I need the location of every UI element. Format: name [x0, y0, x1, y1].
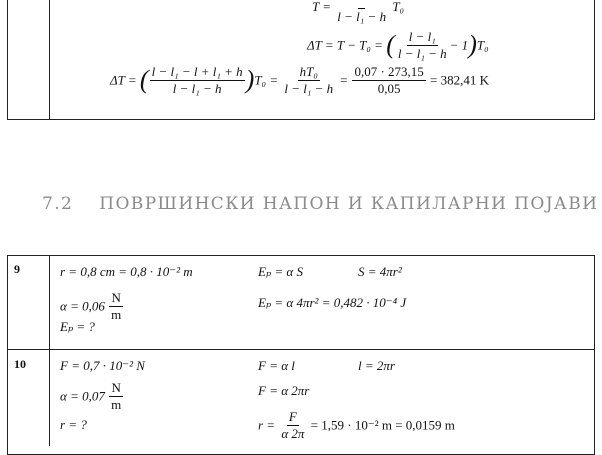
problems-row-separator: [8, 349, 594, 350]
solution-radius-result: r = $\frac{F}{\alpha 2\pi}$ = 1,59 · 10⁻² m = 0,0159 m: [258, 409, 455, 441]
solution-length-formula: l = 2πr: [358, 358, 395, 373]
formula-delta-t-definition: ΔT = T − T₀ = ( $\frac{\text{l − l₁}}{\text{l − l₁ − h}}$ − 1)T₀: [307, 29, 489, 61]
given-force: F = 0,7 · 10⁻² N: [60, 358, 145, 373]
solution-area-formula: S = 4πr²: [358, 264, 402, 279]
solution-energy-formula: Eₚ = α S: [258, 264, 303, 279]
problem-number: 9: [14, 262, 20, 276]
problem-number: 10: [14, 357, 26, 371]
unknown-quantity: Eₚ = ?: [60, 319, 95, 334]
unknown-quantity: r = ?: [60, 417, 87, 432]
section-title-text: ПОВРШИНСКИ НАПОН И КАПИЛАРНИ ПОЈАВИ: [99, 194, 599, 214]
solution-force-formula: F = α l: [258, 358, 295, 373]
problems-table-column-divider: [49, 256, 50, 446]
given-radius: r = 0,8 cm = 0,8 · 10⁻² m: [60, 264, 193, 279]
solution-force-substituted: F = α 2πr: [258, 383, 310, 398]
formula-delta-t-result: ΔT = ( $\frac{\text{l − l₁ − l + l₁ + h}}{\text{l − l₁ − h}}$ )T₀ = $\frac{\text{hT₀}}{\text{l − l₁ − h}}$ = $\frac{0,07 \cdot 273,15}{0,05}$ = 382,41 K: [110, 64, 490, 96]
section-number: 7.2: [42, 194, 74, 214]
given-surface-tension: α = 0,07 $\frac{N}{m}$: [60, 380, 122, 412]
top-table-column-divider: [49, 0, 50, 120]
given-surface-tension: α = 0,06 $\frac{N}{m}$: [60, 290, 122, 322]
top-table: [7, 0, 595, 120]
formula-t-expression: T = l − l₁ − h T₀: [312, 0, 404, 23]
solution-energy-result: Eₚ = α 4πr² = 0,482 · 10⁻⁴ J: [258, 295, 407, 310]
section-heading: [42, 194, 598, 214]
